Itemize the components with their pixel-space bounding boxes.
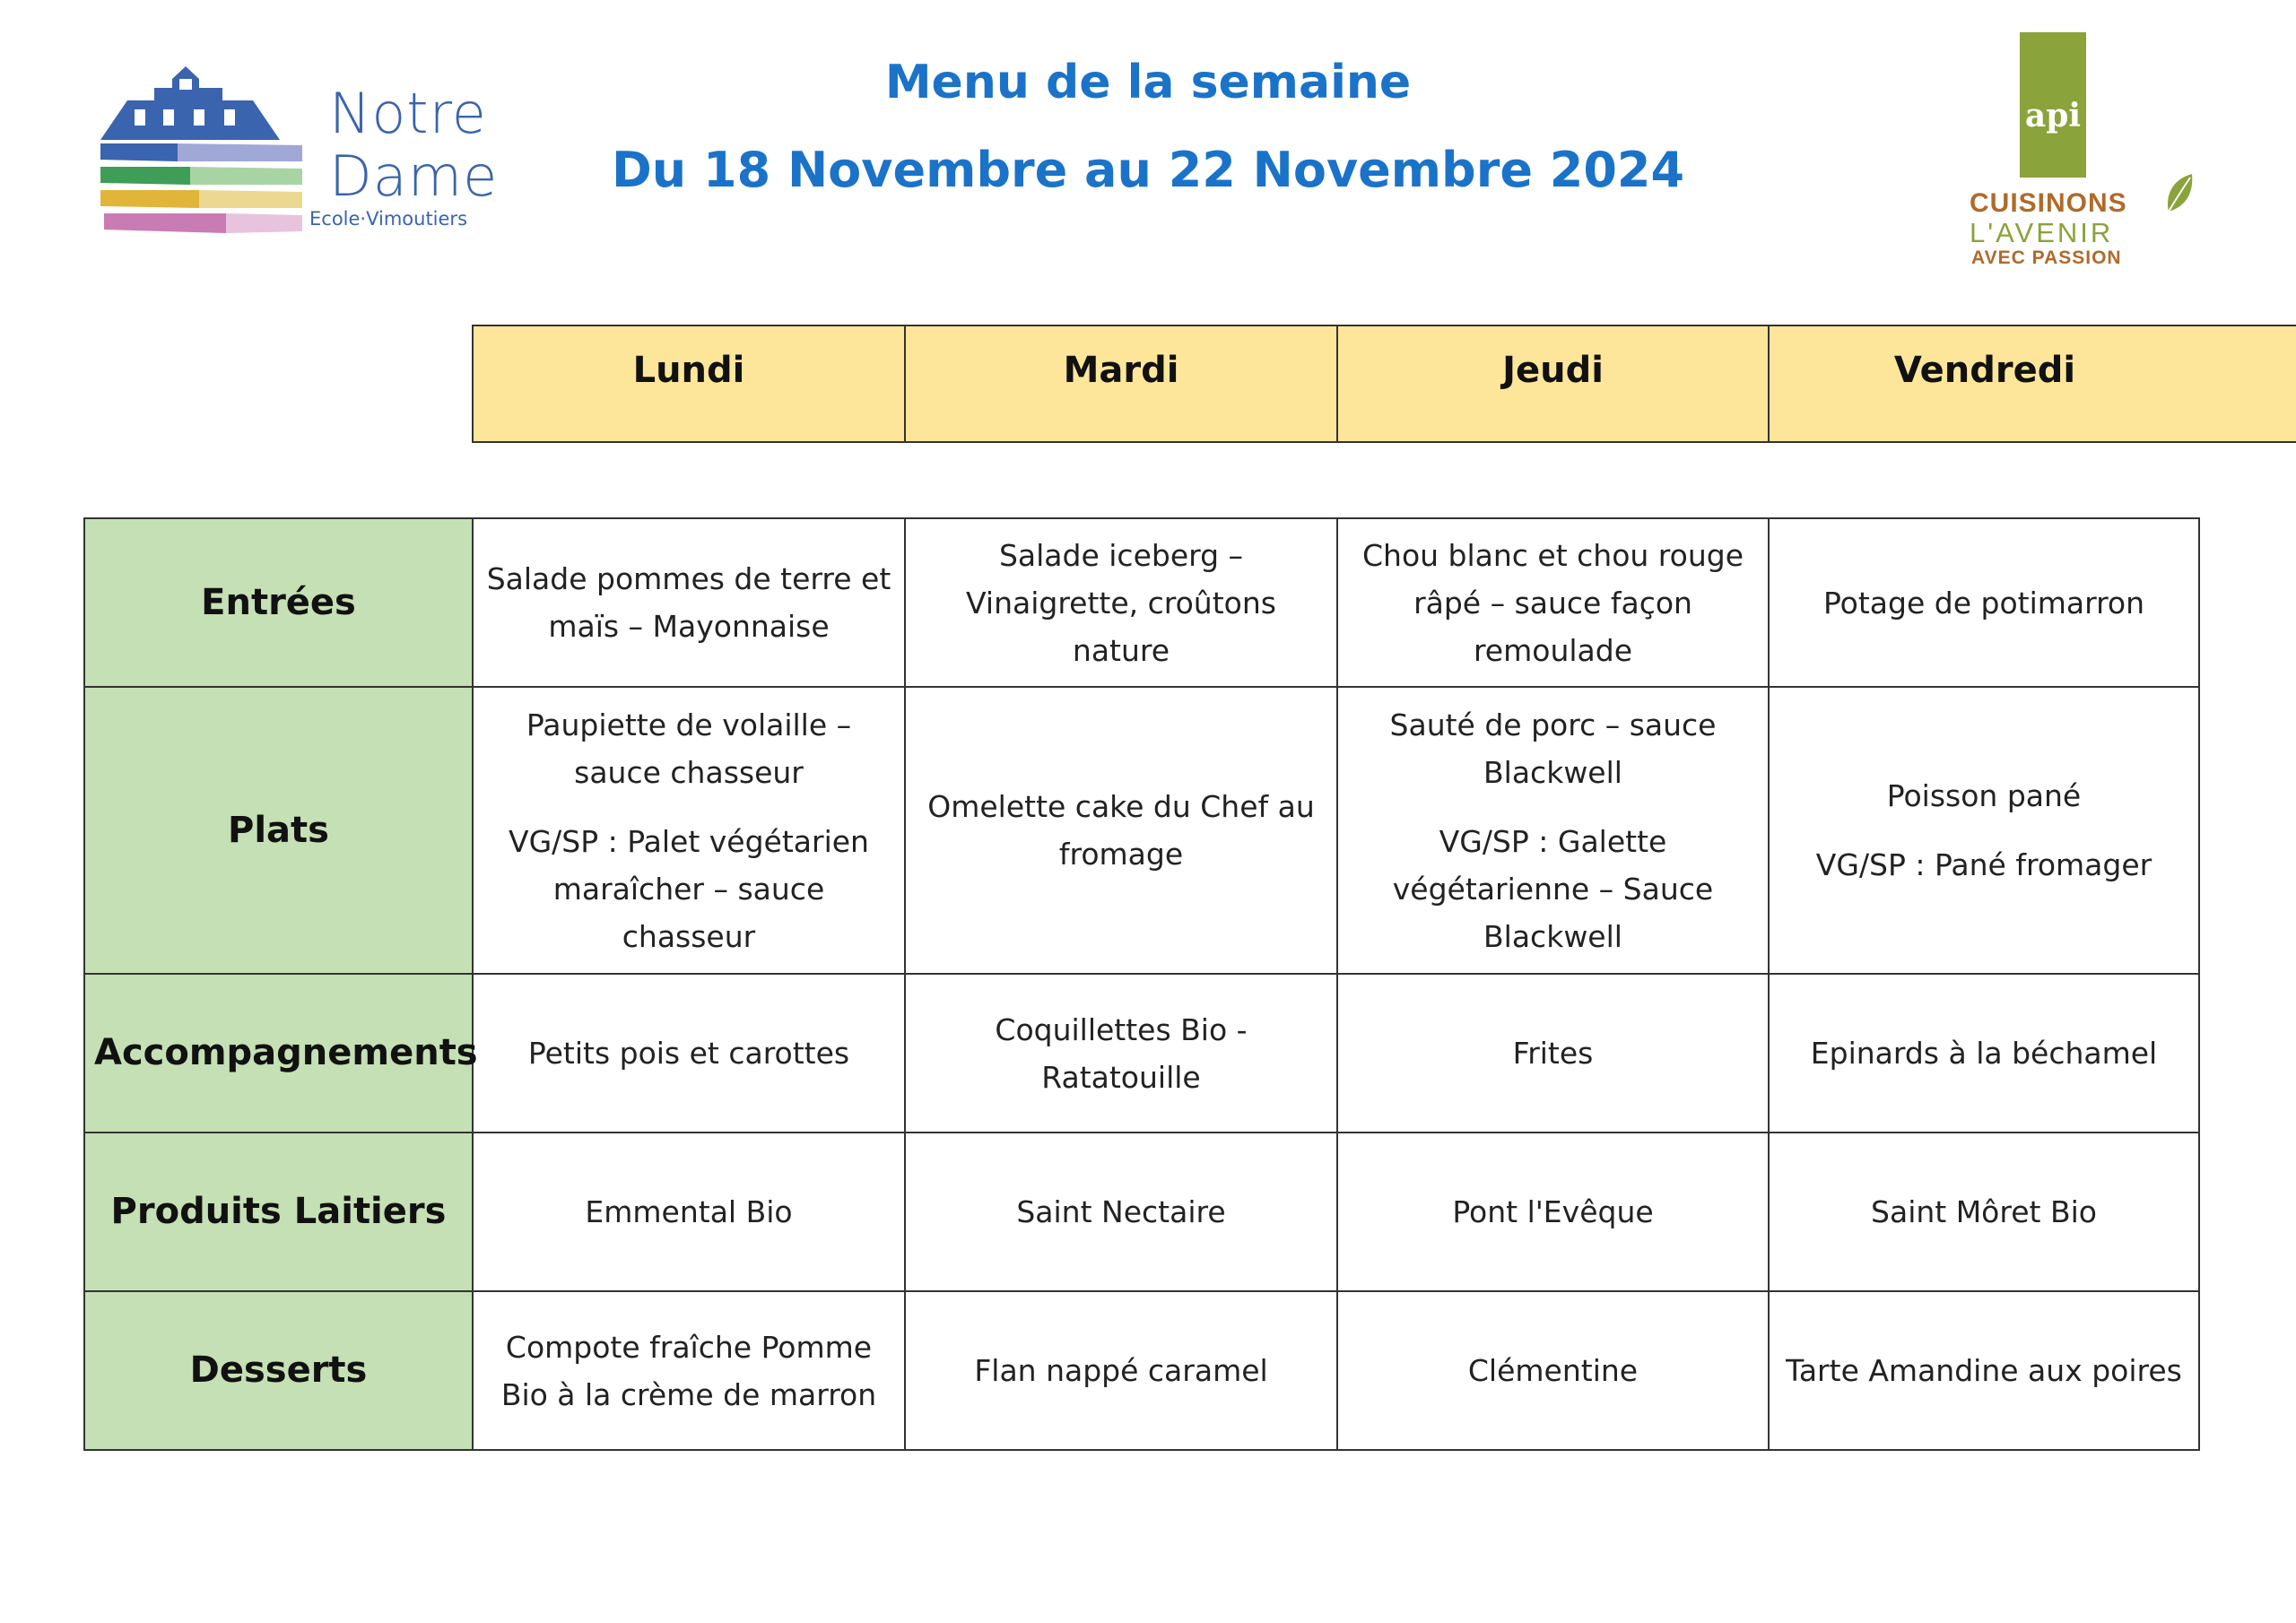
table-row-desserts [84,1291,2199,1450]
dish-text: Emmental Bio [585,1194,793,1229]
dish-text: Coquillettes Bio - Ratatouille [995,1011,1248,1095]
table-row-produits-laitiers [84,1133,2199,1291]
menu-cell [1769,687,2199,974]
api-slogan-line3: AVEC PASSION [1971,247,2122,268]
dish-text-vegetarian: VG/SP : Pané fromager [1815,847,2152,882]
menu-cell [905,974,1337,1133]
logo-word-dame: Dame [329,143,499,209]
menu-cell [1337,518,1769,687]
day-header-vendredi: Vendredi [1893,350,2076,391]
category-entrees: Entrées [84,518,473,687]
dish-text-vegetarian: VG/SP : Galette végétarienne – Sauce Blackwell [1392,823,1714,954]
table-row-accompagnements [84,974,2199,1133]
menu-cell [473,1291,905,1450]
menu-cell [1769,1291,2199,1450]
table-row-plats [84,687,2199,974]
menu-cell [905,1133,1337,1291]
dish-text: Epinards à la béchamel [1810,1036,2158,1071]
category-desserts: Desserts [84,1291,473,1450]
page-subtitle-dates: Du 18 Novembre au 22 Novembre 2024 [611,142,1685,198]
page-title: Menu de la semaine [884,56,1412,109]
dish-text: Saint Nectaire [1016,1194,1226,1229]
dish-text: Frites [1512,1036,1594,1071]
menu-table [83,517,2200,1451]
day-header-mardi: Mardi [906,326,1338,441]
dish-text: Compote fraîche Pomme Bio à la crème de marron [500,1329,877,1412]
dish-text: Chou blanc et chou rouge râpé – sauce façon remoulade [1361,537,1744,668]
dish-text: Paupiette de volaille – sauce chasseur [526,707,852,790]
dish-text: Petits pois et carottes [527,1036,850,1071]
api-slogan-line1: CUISINONS [1970,188,2127,218]
api-slogan-line2: L'AVENIR [1970,217,2114,248]
dish-text: Potage de potimarron [1822,585,2145,621]
dish-text: Omelette cake du Chef au fromage [927,789,1315,872]
menu-cell [1337,974,1769,1133]
day-header-row [472,325,2296,443]
category-produits-laitiers: Produits Laitiers [84,1133,473,1291]
menu-cell [905,518,1337,687]
dish-text: Clémentine [1467,1353,1639,1388]
menu-cell [473,687,905,974]
table-row-entrees [84,518,2199,687]
dish-text: Salade pommes de terre et maïs – Mayonnaise [486,561,891,644]
menu-cell [905,1291,1337,1450]
leaf-icon [2163,172,2196,215]
day-header-lundi: Lundi [474,326,906,441]
dish-text: Pont l'Evêque [1452,1194,1654,1229]
menu-cell [1337,1133,1769,1291]
dish-text: Sauté de porc – sauce Blackwell [1389,707,1717,790]
menu-cell [473,518,905,687]
dish-text: Poisson pané [1886,778,2082,813]
dish-text: Tarte Amandine aux poires [1786,1353,2182,1388]
menu-cell [1769,518,2199,687]
day-header-jeudi: Jeudi [1338,326,1770,441]
logo-subtitle: Ecole·Vimoutiers [309,208,468,230]
menu-cell [1337,687,1769,974]
logo-word-notre: Notre [329,81,487,146]
menu-cell [905,687,1337,974]
api-logo-text: api [2024,97,2082,135]
menu-cell [1769,1133,2199,1291]
api-logo [1955,32,2197,274]
category-plats: Plats [84,687,473,974]
dish-text: Flan nappé caramel [974,1353,1268,1388]
dish-text: Saint Môret Bio [1871,1194,2097,1229]
menu-cell [473,1133,905,1291]
menu-cell [1337,1291,1769,1450]
menu-cell [1769,974,2199,1133]
dish-text: Salade iceberg – Vinaigrette, croûtons nature [966,537,1276,668]
category-accompagnements: Accompagnements [84,974,473,1133]
menu-cell [473,974,905,1133]
dish-text-vegetarian: VG/SP : Palet végétarien maraîcher – sauce chasseur [509,823,869,954]
